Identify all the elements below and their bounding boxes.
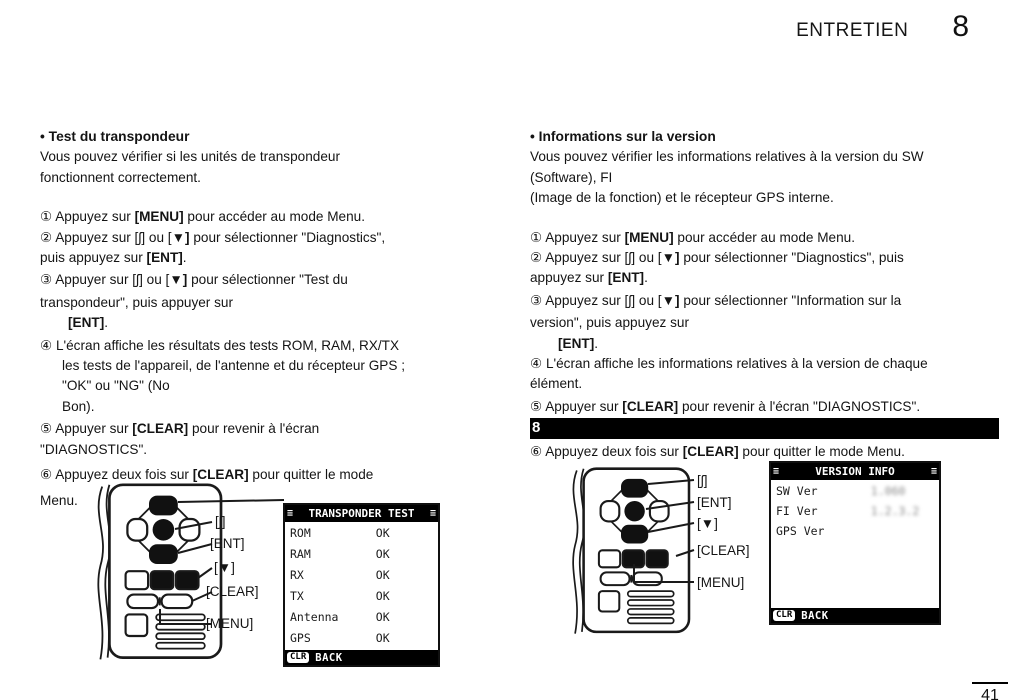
lcd-row-label: RAM (290, 547, 311, 561)
lcd-row-value: OK (375, 631, 390, 645)
text-segment: ① Appuyez sur (40, 209, 135, 225)
text-line (530, 168, 1010, 188)
text-segment: . (104, 315, 109, 331)
text-segment: fonctionnent correctement. (40, 169, 201, 185)
title-deco-left: ≡ (773, 466, 780, 477)
text-segment: . (644, 270, 648, 286)
lcd-row (290, 565, 433, 586)
text-segment: • Informations sur la version (530, 129, 716, 144)
lcd-row-value: OK (375, 589, 390, 603)
lcd-row-label: SW Ver (776, 484, 818, 498)
text-line (40, 419, 512, 439)
text-segment: ⑤ Appuyer sur (40, 421, 133, 437)
section-heading (40, 127, 512, 147)
text-segment: ⑥ Appuyez deux fois sur (40, 467, 193, 483)
text-line (530, 397, 1010, 417)
text-segment: [CLEAR] (132, 421, 189, 437)
text-line (530, 291, 1010, 311)
lcd-row (290, 544, 433, 565)
text-line (40, 293, 512, 313)
lcd-title-bar (285, 505, 438, 522)
section-heading (530, 127, 1010, 147)
text-line (40, 376, 512, 396)
lcd-row (290, 607, 433, 628)
lcd-row (776, 521, 934, 541)
key-label-ent: [ENT] (210, 536, 245, 551)
text-segment: version", puis appuyez sur (530, 315, 689, 331)
lcd-footer-bar (285, 650, 438, 665)
lcd-row-value (871, 521, 934, 541)
text-segment: . (594, 335, 599, 351)
text-segment: les tests de l'appareil, de l'antenne et du récepteur GPS ; (62, 358, 405, 374)
clr-key-chip: CLR (287, 652, 309, 663)
key-label-menu: [MENU] (697, 575, 745, 590)
text-segment: appuyez sur (530, 270, 608, 286)
text-segment: ▼] (661, 250, 680, 266)
text-segment: ② Appuyez sur [ʃ] ou [ (530, 250, 662, 266)
text-line (40, 336, 512, 356)
lcd-row-label: GPS (290, 631, 311, 645)
lcd-row (290, 628, 433, 649)
text-segment: (Software), FI (530, 169, 613, 185)
text-segment: pour sélectionner "Test du (187, 272, 348, 288)
text-segment: "DIAGNOSTICS". (40, 441, 148, 457)
lcd-row-value: OK (375, 547, 390, 561)
text-line (40, 270, 512, 290)
right-column (530, 127, 1010, 463)
key-label-clear: [CLEAR] (697, 543, 750, 558)
lcd-row (776, 501, 934, 521)
text-segment: Vous pouvez vérifier si les unités de transpondeur (40, 149, 340, 165)
text-segment: [MENU] (134, 209, 184, 225)
key-label-up: [ʃ] (697, 473, 708, 488)
text-segment: ② Appuyez sur [ʃ] ou [ (40, 229, 172, 245)
text-line (530, 354, 1010, 374)
lcd-row (290, 586, 433, 607)
back-label: BACK (801, 609, 829, 622)
lcd-screen-transponder-test (283, 503, 440, 667)
lcd-screen-version-info (769, 461, 941, 625)
key-label-ent: [ENT] (697, 495, 732, 510)
text-line (40, 147, 512, 167)
text-line (530, 147, 1010, 167)
text-line (530, 313, 1010, 333)
text-segment: pour quitter le mode Menu. (738, 444, 905, 460)
clr-key-chip: CLR (773, 610, 795, 621)
text-line (40, 207, 512, 227)
text-segment: . (182, 250, 187, 266)
text-segment: Menu. (40, 492, 78, 508)
text-segment: pour accéder au mode Menu. (183, 209, 366, 225)
text-segment: transpondeur", puis appuyer sur (40, 294, 233, 310)
key-label-up: [ʃ] (215, 514, 226, 529)
text-segment: [ENT] (607, 270, 645, 286)
lcd-title-text: TRANSPONDER TEST (308, 507, 415, 520)
text-line (530, 228, 1010, 248)
text-line (40, 397, 512, 417)
text-segment: pour sélectionner "Diagnostics", puis (679, 250, 904, 266)
text-line (40, 440, 512, 460)
text-segment: ▼] (171, 229, 190, 245)
page-number: 41 (972, 682, 1008, 700)
lcd-row-value: OK (375, 610, 390, 624)
text-line (40, 313, 512, 333)
key-label-clear: [CLEAR] (206, 584, 259, 599)
lcd-title-bar (771, 463, 939, 480)
text-segment: • Test du transpondeur (40, 129, 190, 144)
text-segment: "OK" ou "NG" (No (62, 378, 170, 394)
title-deco-left: ≡ (287, 508, 294, 519)
text-segment: ▼] (169, 272, 188, 288)
page-header (796, 10, 969, 44)
text-line (530, 374, 1010, 394)
chapter-number: 8 (952, 10, 969, 43)
lcd-version-rows (771, 480, 939, 541)
section-title: ENTRETIEN (796, 20, 909, 41)
text-segment: pour revenir à l'écran "DIAGNOSTICS". (678, 398, 921, 414)
text-segment: (Image de la fonction) et le récepteur GPS interne. (530, 190, 834, 206)
title-deco-right: ≡ (930, 466, 937, 477)
radio-device-drawing (568, 452, 798, 657)
left-column (40, 127, 512, 511)
title-deco-right: ≡ (429, 508, 436, 519)
text-segment: ① Appuyez sur (530, 229, 625, 245)
text-segment: [ENT] (558, 335, 595, 351)
text-segment: Bon). (62, 398, 95, 414)
text-segment: pour revenir à l'écran (188, 421, 320, 437)
text-segment: ③ Appuyez sur [ʃ] ou [ (530, 292, 662, 308)
text-segment: pour accéder au mode Menu. (673, 229, 856, 245)
device-figure-right (568, 452, 798, 657)
text-segment: ⑤ Appuyer sur (530, 398, 623, 414)
text-segment: Vous pouvez vérifier les informations relatives à la version du SW (530, 149, 924, 165)
text-line (530, 334, 1010, 354)
lcd-row-value: 1.060 (870, 484, 906, 498)
text-segment: ④ L'écran affiche les informations relatives à la version de chaque (530, 356, 928, 372)
text-segment: puis appuyez sur (40, 250, 147, 266)
lcd-test-results (285, 522, 438, 649)
text-segment: [CLEAR] (192, 467, 249, 483)
text-segment: ▼] (661, 292, 680, 308)
lcd-title-text: VERSION INFO (815, 465, 895, 478)
text-segment: pour sélectionner "Diagnostics", (189, 229, 386, 245)
lcd-footer-bar (771, 608, 939, 623)
lcd-row-value: 1.2.3.2 (870, 504, 920, 518)
text-line (530, 188, 1010, 208)
text-segment: élément. (530, 376, 583, 392)
lcd-row-label: RX (290, 568, 304, 582)
text-segment: ④ L'écran affiche les résultats des tests ROM, RAM, RX/TX (40, 337, 400, 353)
text-segment: ③ Appuyer sur [ʃ] ou [ (40, 272, 170, 288)
text-line (40, 248, 512, 268)
text-line (40, 356, 512, 376)
text-segment: [CLEAR] (682, 444, 739, 460)
lcd-row-label: FI Ver (776, 504, 818, 518)
lcd-row-label: TX (290, 589, 304, 603)
lcd-row-label: ROM (290, 526, 311, 540)
lcd-row (776, 481, 934, 501)
text-line (530, 268, 1010, 288)
lcd-row (290, 523, 433, 544)
key-label-down: [▼] (214, 560, 235, 575)
text-line (40, 168, 512, 188)
lcd-row-label: Antenna (290, 610, 339, 624)
text-line (530, 248, 1010, 268)
key-label-menu: [MENU] (206, 616, 254, 631)
redaction-bar: 8 (530, 418, 999, 439)
text-segment: [MENU] (624, 229, 674, 245)
text-segment: [ENT] (146, 250, 183, 266)
lcd-row-value: OK (375, 568, 390, 582)
lcd-row-value: OK (375, 526, 390, 540)
back-label: BACK (315, 651, 343, 664)
text-segment: pour sélectionner "Information sur la (679, 292, 902, 308)
text-segment: pour quitter le mode (248, 467, 374, 483)
key-label-down: [▼] (697, 516, 718, 531)
lcd-row-label: GPS Ver (776, 524, 825, 538)
text-segment: [CLEAR] (622, 398, 679, 414)
text-segment: [ENT] (68, 315, 105, 331)
text-line (40, 228, 512, 248)
text-segment: ⑥ Appuyez deux fois sur (530, 444, 683, 460)
